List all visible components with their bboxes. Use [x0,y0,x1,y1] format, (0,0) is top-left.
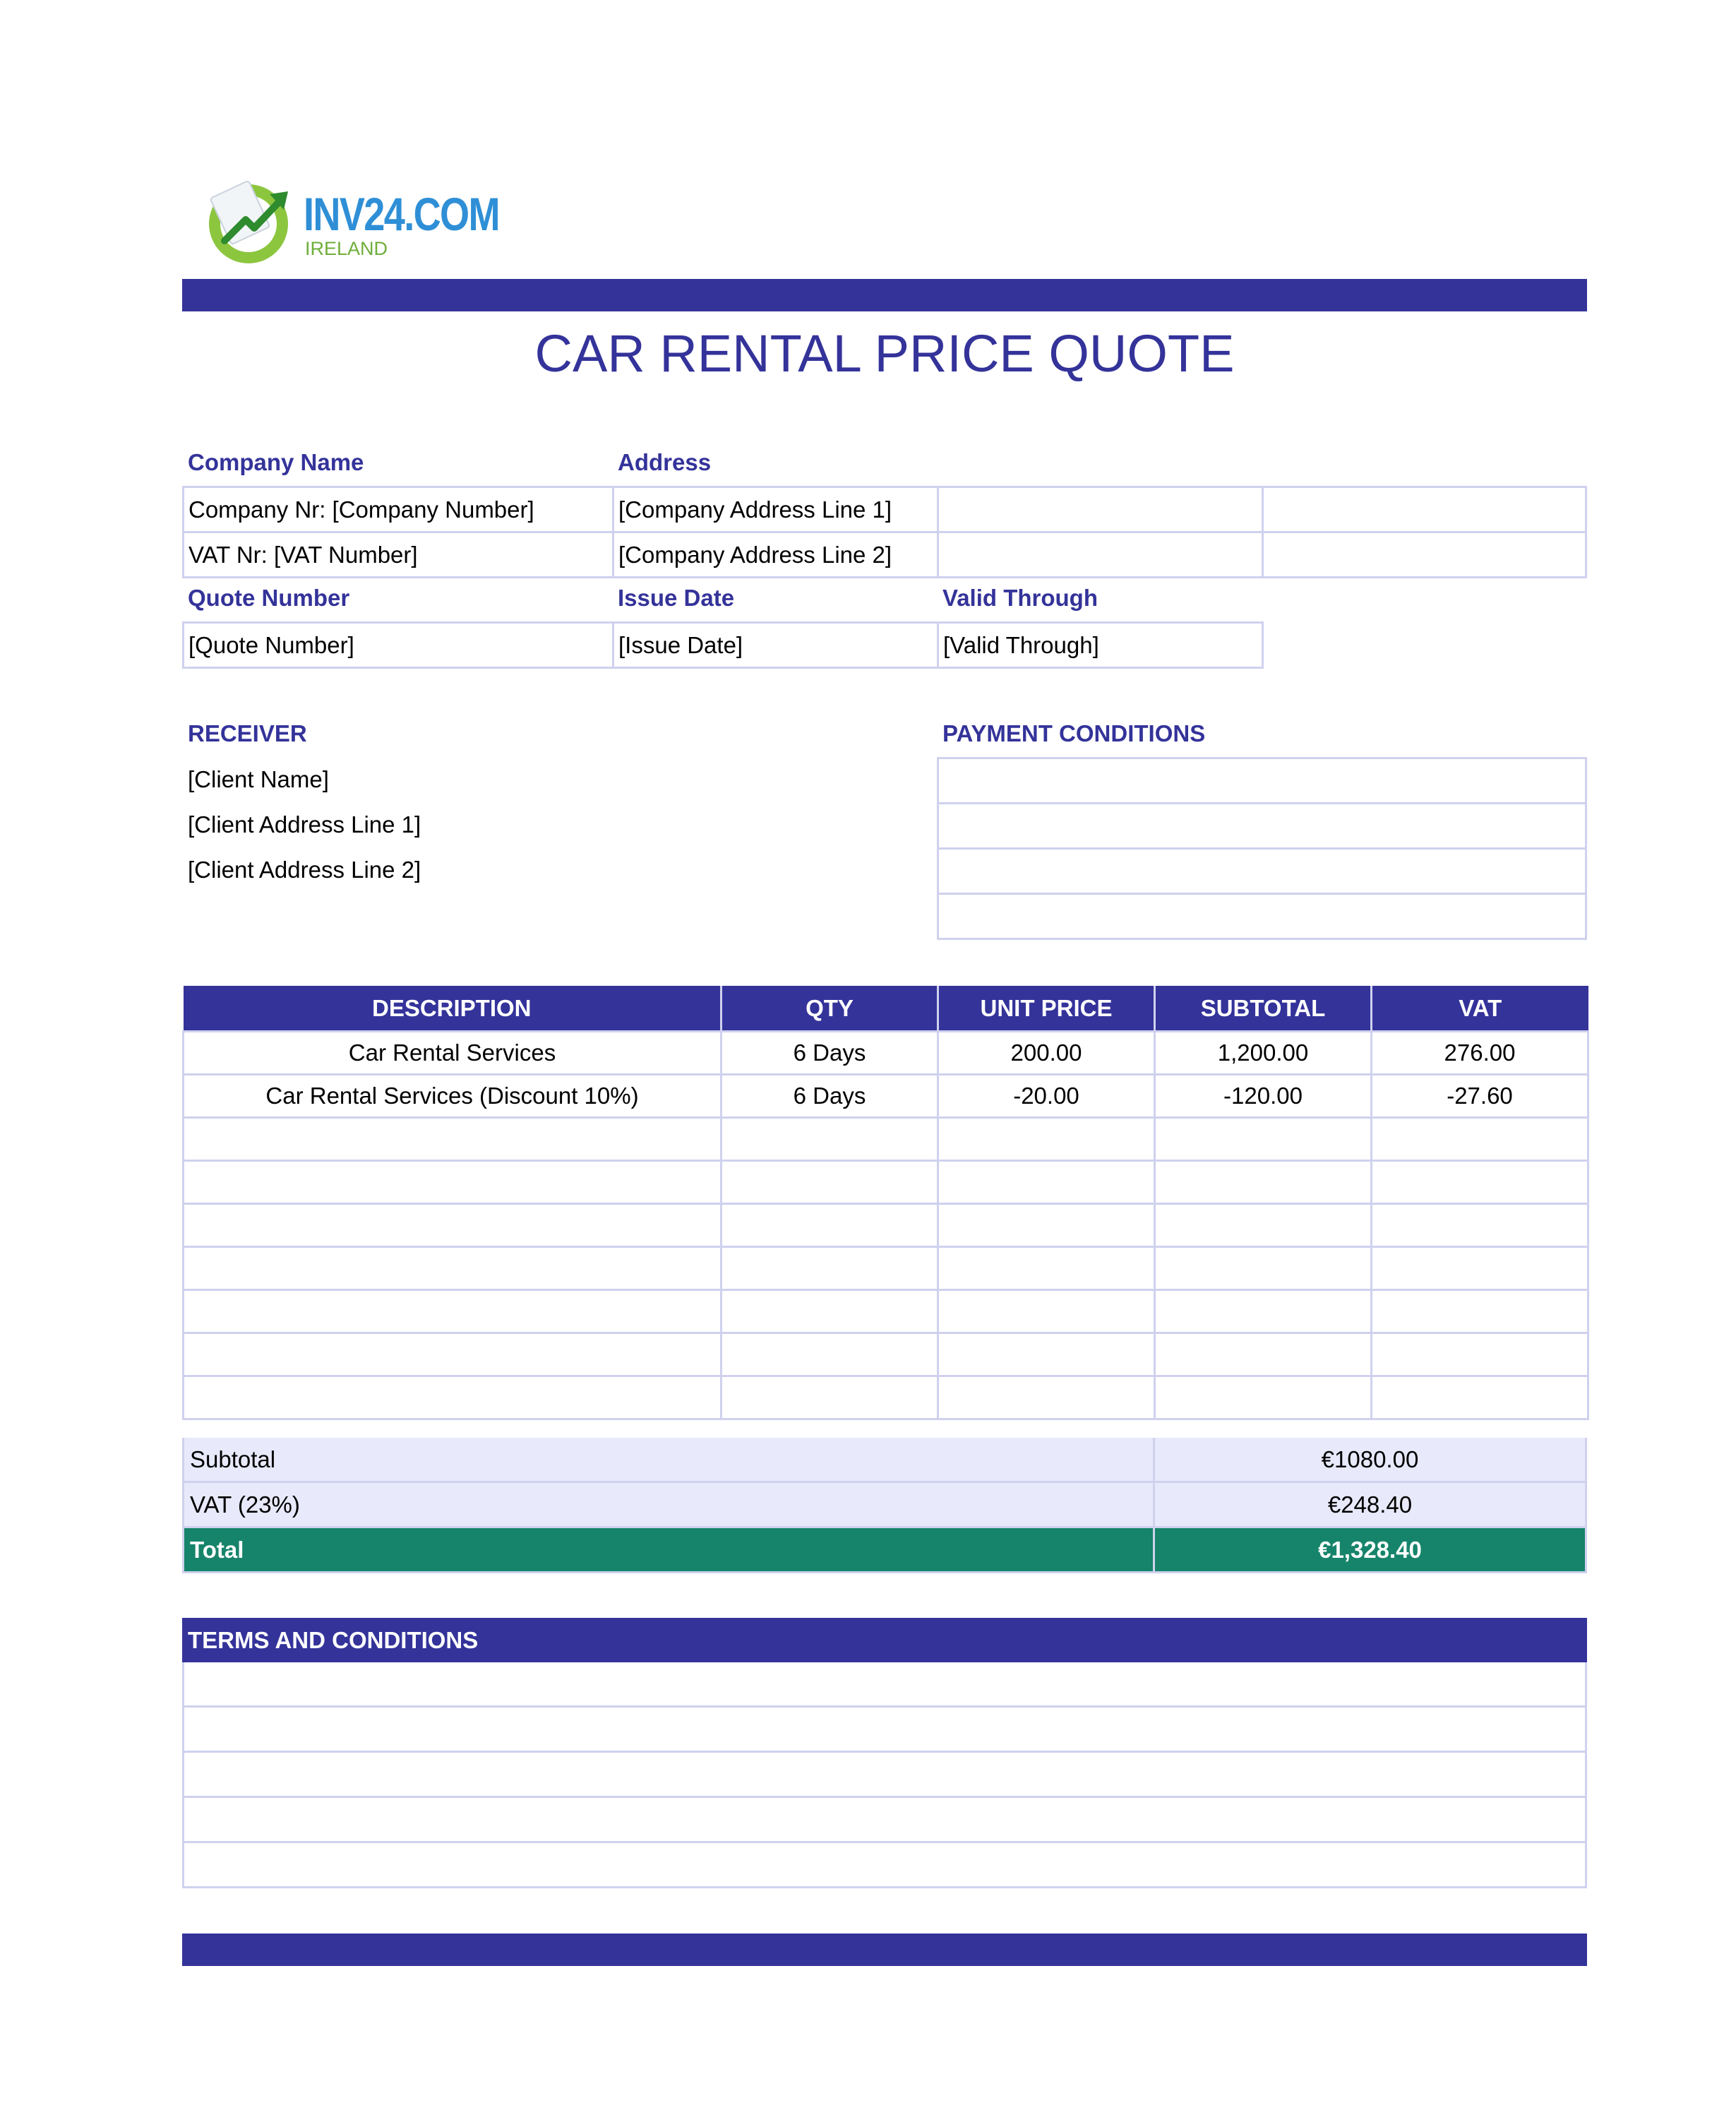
vat-row [182,1483,1587,1528]
item-subtotal [1155,1333,1372,1376]
receiver-label: RECEIVER [188,720,307,746]
table-row [184,1290,1588,1333]
item-unit-price: -20.00 [938,1075,1155,1118]
item-description: Car Rental Services (Discount 10%) [184,1075,722,1118]
company-address-line2: [Company Address Line 2] [612,531,939,578]
item-vat [1372,1247,1588,1290]
item-subtotal [1155,1290,1372,1333]
item-qty [722,1376,938,1419]
item-description [184,1247,722,1290]
item-qty [722,1204,938,1247]
total-row [182,1528,1587,1573]
table-row [184,1204,1588,1247]
item-qty [722,1161,938,1204]
item-description: Car Rental Services [184,1032,722,1075]
company-name-label: Company Name [188,449,364,475]
valid-through-label: Valid Through [942,585,1098,611]
quote-number-label: Quote Number [188,585,350,611]
item-unit-price: 200.00 [938,1032,1155,1075]
terms-header [182,1618,1587,1662]
item-qty: 6 Days [722,1075,938,1118]
terms-line [182,1753,1587,1798]
item-description [184,1118,722,1161]
item-unit-price [938,1247,1155,1290]
quote-number: [Quote Number] [182,621,614,669]
item-description [184,1376,722,1419]
item-qty: 6 Days [722,1032,938,1075]
client-address-line2: [Client Address Line 2] [188,857,421,883]
issue-date-label: Issue Date [618,585,735,611]
terms-line [182,1708,1587,1753]
table-row [184,1075,1588,1118]
item-description [184,1290,722,1333]
client-name: [Client Name] [188,766,329,792]
total-value: €1,328.40 [1318,1536,1422,1563]
company-number: Company Nr: [Company Number] [182,486,614,533]
item-subtotal: 1,200.00 [1155,1032,1372,1075]
item-unit-price [938,1118,1155,1161]
payment-conditions-label: PAYMENT CONDITIONS [942,720,1206,746]
subtotal-value: €1080.00 [1321,1446,1419,1472]
item-qty [722,1333,938,1376]
company-extra-cell [1262,531,1587,578]
item-unit-price [938,1161,1155,1204]
logo-brand: INV24.COM [304,188,499,240]
vat-label: VAT (23%) [184,1483,1155,1526]
item-subtotal [1155,1161,1372,1204]
item-vat [1372,1376,1588,1419]
item-vat [1372,1118,1588,1161]
item-unit-price [938,1290,1155,1333]
col-header-subtotal: SUBTOTAL [1155,986,1372,1032]
terms-label: TERMS AND CONDITIONS [188,1626,479,1653]
item-qty [722,1290,938,1333]
item-description [184,1333,722,1376]
payment-conditions-line [937,802,1587,850]
col-header-qty: QTY [722,986,938,1032]
table-row [184,1032,1588,1075]
item-vat: -27.60 [1372,1075,1588,1118]
payment-conditions-line [937,847,1587,895]
items-header-row [184,986,1588,1032]
item-vat [1372,1161,1588,1204]
item-vat [1372,1333,1588,1376]
item-vat [1372,1204,1588,1247]
vat-number: VAT Nr: [VAT Number] [182,531,614,578]
subtotal-row [182,1438,1587,1483]
client-address-line1: [Client Address Line 1] [188,811,421,838]
total-label: Total [184,1528,1155,1571]
logo [205,173,501,265]
page-title: CAR RENTAL PRICE QUOTE [534,324,1235,383]
logo-icon [205,173,297,265]
company-extra-cell [937,531,1264,578]
terms-line [182,1843,1587,1888]
table-row [184,1247,1588,1290]
terms-line [182,1662,1587,1708]
item-description [184,1161,722,1204]
col-header-unit-price: UNIT PRICE [938,986,1155,1032]
terms-line [182,1798,1587,1843]
table-row [184,1161,1588,1204]
item-subtotal [1155,1204,1372,1247]
item-subtotal [1155,1247,1372,1290]
item-vat [1372,1290,1588,1333]
footer-bar [182,1934,1587,1966]
col-header-vat: VAT [1372,986,1588,1032]
item-qty [722,1247,938,1290]
company-extra-cell [937,486,1264,533]
items-table [182,986,1589,1420]
company-address-line1: [Company Address Line 1] [612,486,939,533]
table-row [184,1333,1588,1376]
logo-region: IRELAND [305,238,388,259]
item-vat: 276.00 [1372,1032,1588,1075]
valid-through: [Valid Through] [937,621,1264,669]
vat-value: €248.40 [1327,1491,1413,1518]
item-subtotal [1155,1118,1372,1161]
col-header-description: DESCRIPTION [184,986,722,1032]
item-unit-price [938,1204,1155,1247]
header-bar [182,279,1587,311]
address-label: Address [618,449,712,475]
item-unit-price [938,1376,1155,1419]
table-row [184,1376,1588,1419]
item-unit-price [938,1333,1155,1376]
payment-conditions-line [937,757,1587,804]
subtotal-label: Subtotal [184,1438,1155,1481]
issue-date: [Issue Date] [612,621,939,669]
item-description [184,1204,722,1247]
item-subtotal: -120.00 [1155,1075,1372,1118]
payment-conditions-line [937,893,1587,940]
table-row [184,1118,1588,1161]
item-qty [722,1118,938,1161]
company-extra-cell [1262,486,1587,533]
item-subtotal [1155,1376,1372,1419]
